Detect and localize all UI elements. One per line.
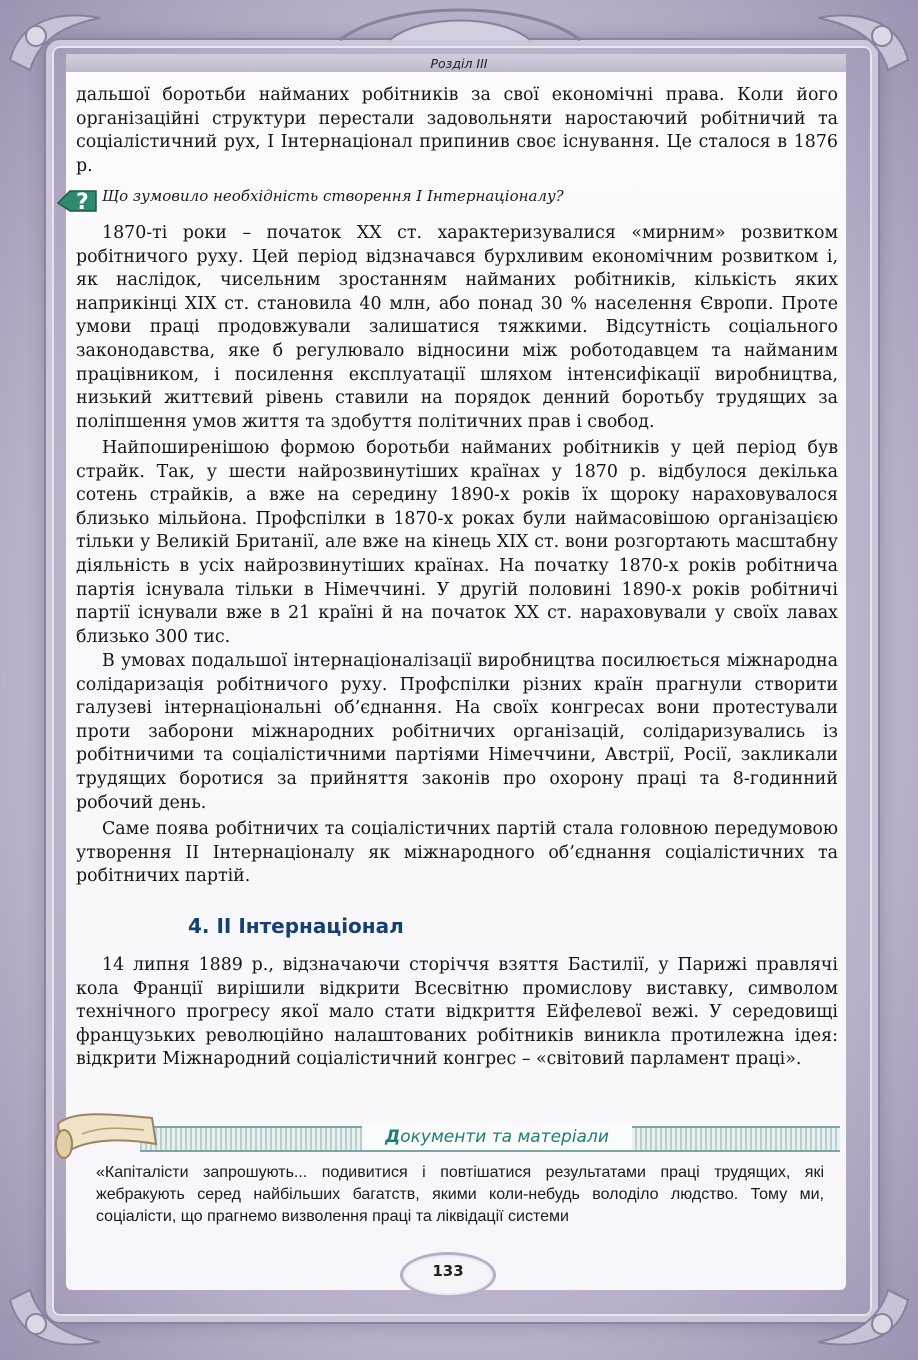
documents-title-initial: Д (385, 1127, 401, 1147)
paragraph-3: В умовах подальшої інтернаціоналізації виробництва посилюється міжнародна солідаризація робітничого руху. Профспілки різних країн прагнули створити галузеві інтернаціональні об’єднання. На своїх конгресах вони протестували проти заборони міжнародних робітничих організацій, солідаризувались із робітничими та соціалістичними партіями Німеччини, Австрії, Росії, закликали трудящих боротися за прийняття законів про охорону праці та 8-годинний робочий день. (76, 651, 838, 813)
question-mark-icon (56, 181, 98, 217)
paragraph-4: Саме поява робітничих та соціалістичних партій стала головною передумовою утворення ІІ Інтернаціоналу як міжнародного об’єднання соціалістичних та робітничих партій. (76, 819, 838, 887)
question-text: Що зумовило необхідність створення І Інтернаціоналу? (102, 187, 564, 205)
paragraph-5: 14 липня 1889 р., відзначаючи сторіччя взяття Бастилії, у Парижі правлячі кола Франції вирішили відкрити Всесвітню промислову виставку, символом технічного прогресу якої мало стати відкриття Ейфелевої вежі. У середовищі французьких революційно налаштованих робітників виникла протилежна ідея: відкрити Міжнародний соціалістичний конгрес – «світовий парламент праці». (76, 955, 838, 1070)
paragraph-2: Найпоширенішою формою боротьби найманих робітників у цей період був страйк. Так, у шести найрозвинутіших країнах у 1870 р. відбулося декілька сотень страйків, а вже на середину 1890-х років їх щороку нараховувалося близько мільйона. Профспілки в 1870-х роках були наймасовішою організацією тільки у Великій Британії, але вже на кінець ХІХ ст. вони розгортають масштабну діяльність в усіх найрозвинутіших країнах. На початку 1870-х років робітнича партія існувала тільки в Німеччині. У другій половині 1890-х років робітничі партії існували вже в 21 країні й на початок ХХ ст. нараховували у своїх лавах близько 300 тис. (76, 438, 838, 647)
documents-title (362, 1124, 632, 1150)
documents-title-rest: окументи та матеріали (400, 1127, 609, 1147)
top-center-ornament (330, 0, 590, 50)
document-quote: «Капіталісти запрошують... подивитися і повтішатися результатами праці трудящих, які жебракують серед найбільших багатств, якими коли-небудь володіло людство. Тому ми, соціалісти, що прагнемо визволення праці та ліквідації системи (96, 1164, 824, 1225)
section-heading: 4. ІІ Інтернаціонал (188, 914, 404, 938)
section-label: Розділ III (430, 56, 488, 71)
page-number: 133 (432, 1262, 464, 1280)
svg-text:?: ? (76, 190, 89, 215)
paragraph-1: 1870-ті роки – початок ХХ ст. характеризувалися «мирним» розвитком робітничого руху. Цей період відзначався бурхливим економічним розвитком і, як наслідок, чисельним зростанням найманих робітників, кількість яких наприкінці ХІХ ст. становила 40 млн, або понад 30 % населення Європи. Проте умови праці продовжували залишатися тяжкими. Відсутність соціального законодавства, яке б регулювало відносини між роботодавцем та найманим працівником, і посилення експлуатації шляхом інтенсифікації виробництва, низький життєвий рівень ставили на порядок денний боротьбу трудящих за поліпшення умов життя та здобуття політичних прав і свобод. (76, 223, 838, 432)
paragraph-intro: дальшої боротьби найманих робітників за свої економічні права. Коли його організаційні структури перестали задовольняти наростаючий робітничий та соціалістичний рух, І Інтернаціонал припинив своє існування. Це сталося в 1876 р. (76, 85, 838, 176)
